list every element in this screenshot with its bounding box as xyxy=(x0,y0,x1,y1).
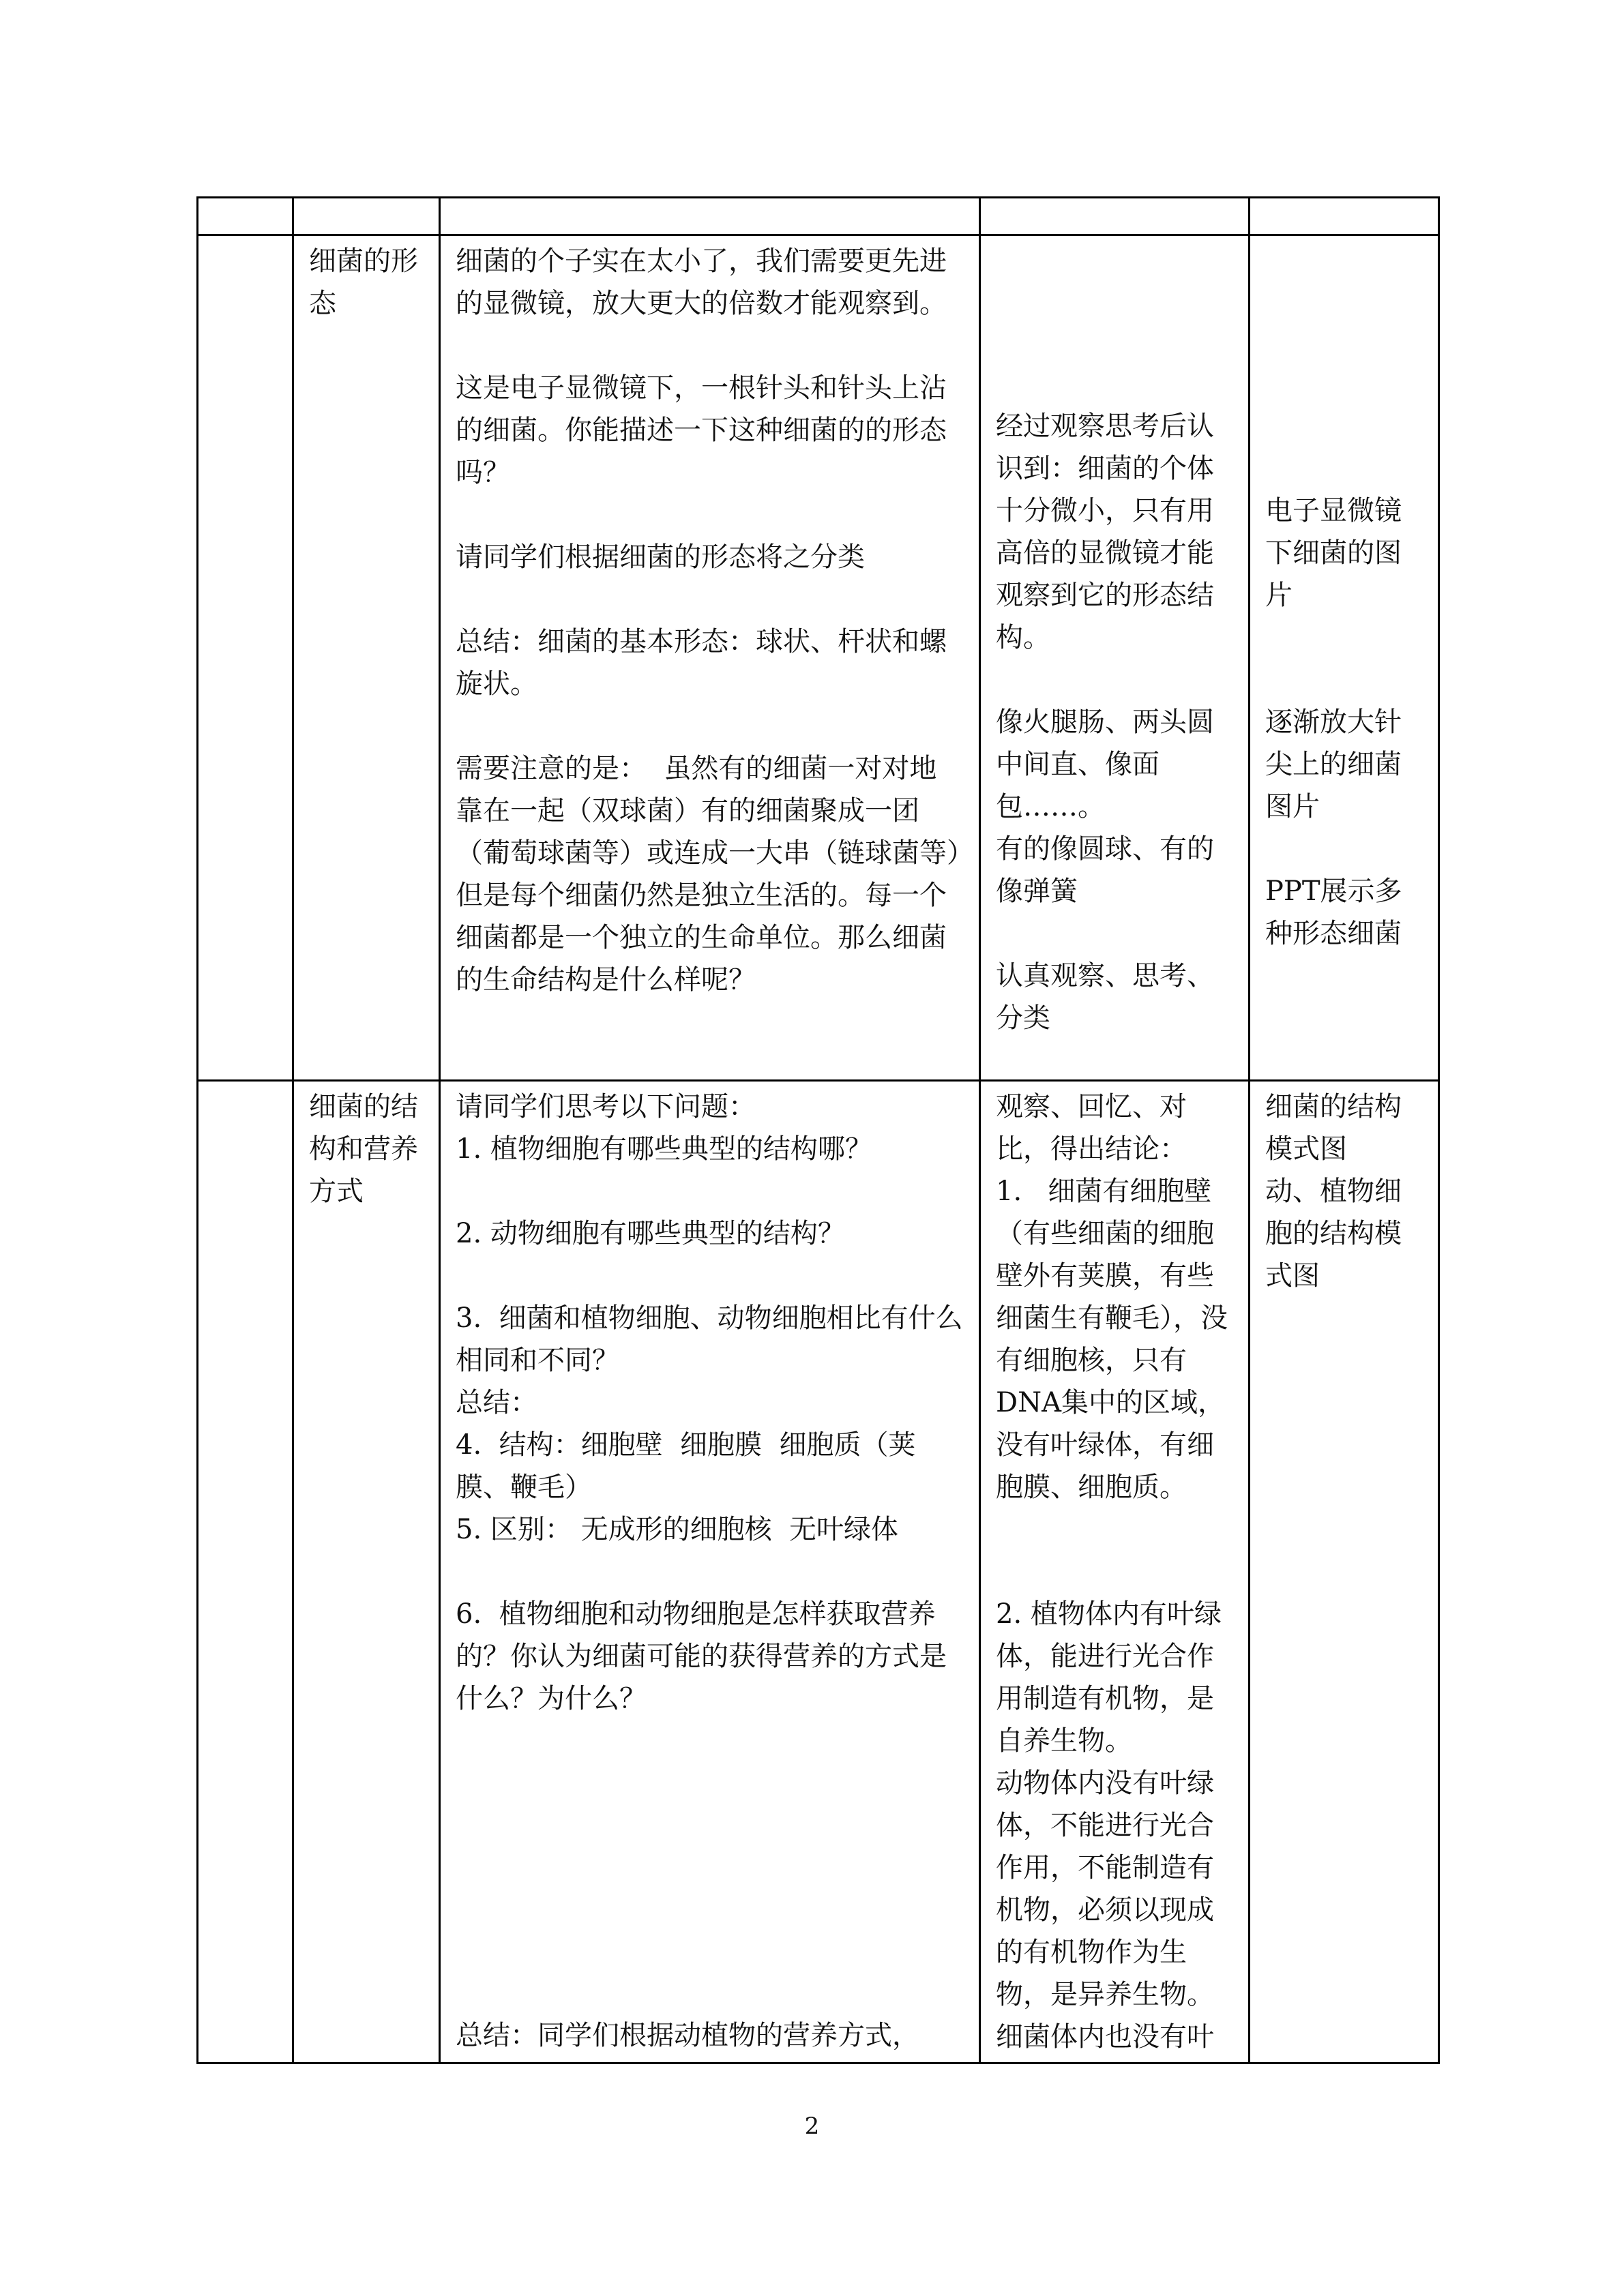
table-row-structure xyxy=(198,1081,1439,2063)
teacher-activity-cell-morphology xyxy=(440,235,980,1081)
teacher-text: 总结： xyxy=(456,1387,537,1418)
teacher-summary-text: 总结：同学们根据动植物的营养方式， xyxy=(456,2020,919,2051)
media-text: PPT展示多种形态细菌 xyxy=(1265,876,1402,949)
media-cell-morphology xyxy=(1250,235,1439,1081)
teacher-text: 需要注意的是： 虽然有的细菌一对对地靠在一起（双球菌）有的细菌聚成一团（葡萄球菌等）或连成一大串（链球菌等）但是每个细菌仍然是独立生活的。每一个细菌都是一个独立的生命单位。那么细菌的生命结构是什么样呢？ xyxy=(456,753,960,996)
spacer xyxy=(456,578,964,621)
media-text: 动、植物细胞的结构模式图 xyxy=(1265,1176,1402,1292)
student-text: 有的像圆球、有的像弹簧 xyxy=(996,833,1214,907)
page-number: 2 xyxy=(804,2113,820,2140)
spacer xyxy=(996,1551,1233,1593)
student-activity-cell-morphology xyxy=(980,235,1250,1081)
media-text: 逐渐放大针尖上的细菌图片 xyxy=(1265,706,1402,822)
student-activity-cell-structure xyxy=(980,1081,1250,2063)
spacer xyxy=(996,912,1233,955)
table-cell xyxy=(1250,198,1439,235)
table-cell xyxy=(198,198,293,235)
teacher-text: 6. 植物细胞和动物细胞是怎样获取营养的？你认为细菌可能的获得营养的方式是什么？为什么？ xyxy=(456,1598,947,1714)
student-text: 细菌体内也没有叶 xyxy=(996,2021,1214,2053)
student-text: 1. 细菌有细胞壁（有些细菌的细胞壁外有荚膜，有些细菌生有鞭毛），没有细胞核，只有DNA集中的区域，没有叶绿体，有细胞膜、细胞质。 xyxy=(996,1176,1228,1503)
media-cell-structure xyxy=(1250,1081,1439,2063)
student-text: 动物体内没有叶绿体，不能进行光合作用，不能制造有机物，必须以现成的有机物作为生物，是异养生物。 xyxy=(996,1768,1214,2010)
student-text: 观察、回忆、对比，得出结论： xyxy=(996,1091,1187,1165)
teacher-text: 总结：细菌的基本形态：球状、杆状和螺旋状。 xyxy=(456,626,947,700)
spacer xyxy=(1265,659,1423,701)
media-text: 电子显微镜下细菌的图片 xyxy=(1265,495,1402,611)
table-cell xyxy=(440,198,980,235)
teacher-text: 1. 植物细胞有哪些典型的结构哪？ xyxy=(456,1133,872,1165)
student-text: 2. 植物体内有叶绿体，能进行光合作用制造有机物，是自养生物。 xyxy=(996,1598,1222,1757)
table-cell xyxy=(198,235,293,1081)
teacher-text: 这是电子显微镜下，一根针头和针头上沾的细菌。你能描述一下这种细菌的的形态吗？ xyxy=(456,372,947,488)
spacer xyxy=(1265,828,1423,870)
table-top-row xyxy=(198,198,1439,235)
spacer xyxy=(456,705,964,747)
spacer xyxy=(456,1551,964,1593)
teacher-text: 请同学们根据细菌的形态将之分类 xyxy=(456,541,865,573)
topic-label: 细菌的结构和营养方式 xyxy=(309,1091,418,1207)
table-row-morphology xyxy=(198,235,1439,1081)
teacher-text: 4. 结构：细胞壁 细胞膜 细胞质（荚膜、鞭毛） xyxy=(456,1429,916,1503)
teacher-text: 5. 区别： 无成形的细胞核 无叶绿体 xyxy=(456,1514,899,1545)
student-text: 认真观察、思考、分类 xyxy=(996,960,1214,1034)
student-text: 经过观察思考后认识到：细菌的个体十分微小，只有用高倍的显微镜才能观察到它的形态结构。 xyxy=(996,411,1214,653)
spacer xyxy=(456,1170,964,1212)
teacher-text: 请同学们思考以下问题： xyxy=(456,1091,756,1122)
spacer xyxy=(456,325,964,367)
spacer xyxy=(456,1255,964,1297)
spacer xyxy=(996,1508,1233,1551)
topic-cell-structure xyxy=(293,1081,440,2063)
table-cell xyxy=(198,1081,293,2063)
lesson-plan-table xyxy=(196,196,1440,2064)
teacher-activity-cell-structure xyxy=(440,1081,980,2063)
topic-label: 细菌的形态 xyxy=(309,245,418,319)
topic-cell-morphology xyxy=(293,235,440,1081)
media-text: 细菌的结构模式图 xyxy=(1265,1091,1402,1165)
spacer xyxy=(1265,616,1423,659)
table-cell xyxy=(980,198,1250,235)
teacher-text: 细菌的个子实在太小了，我们需要更先进的显微镜，放大更大的倍数才能观察到。 xyxy=(456,245,947,319)
spacer xyxy=(996,659,1233,701)
table-cell xyxy=(293,198,440,235)
spacer xyxy=(456,494,964,536)
teacher-text: 3. 细菌和植物细胞、动物细胞相比有什么相同和不同？ xyxy=(456,1302,963,1376)
teacher-text: 2. 动物细胞有哪些典型的结构？ xyxy=(456,1218,845,1249)
student-text: 像火腿肠、两头圆中间直、像面包……。 xyxy=(996,706,1214,822)
